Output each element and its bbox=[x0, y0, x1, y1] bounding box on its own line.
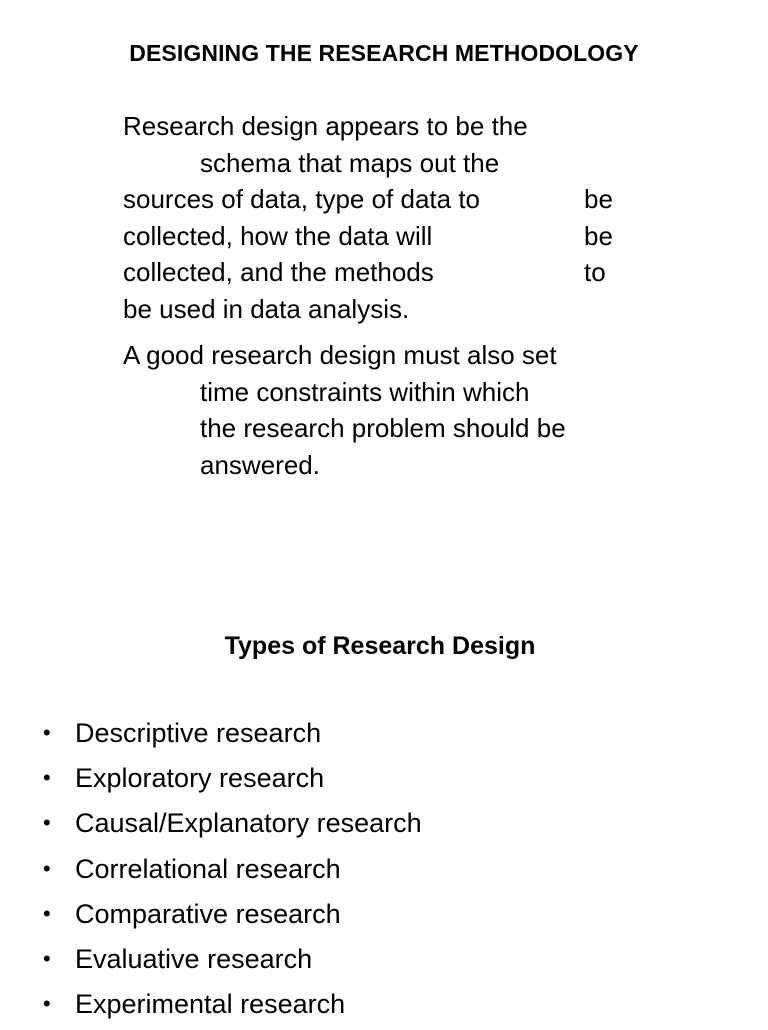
list-item-label: Experimental research bbox=[75, 989, 346, 1020]
paragraph-line-text: collected, how the data will bbox=[123, 220, 433, 251]
list-item bbox=[0, 940, 422, 985]
page-title: DESIGNING THE RESEARCH METHODOLOGY bbox=[129, 40, 639, 66]
list-item-label: Correlational research bbox=[75, 853, 341, 884]
paragraph-line: be used in data analysis. bbox=[123, 293, 410, 324]
bullet-icon: • bbox=[43, 900, 51, 926]
list-item bbox=[0, 895, 422, 940]
bullet-icon: • bbox=[43, 720, 51, 745]
paragraph-line: A good research design must also set bbox=[123, 340, 557, 370]
list-item bbox=[0, 759, 422, 804]
list-item-label: Causal/Explanatory research bbox=[75, 808, 422, 839]
paragraph-line-text: sources of data, type of data to bbox=[123, 184, 481, 215]
list-item bbox=[0, 985, 422, 1030]
paragraph-line-tail: be bbox=[584, 184, 613, 215]
list-item-label: Descriptive research bbox=[75, 718, 322, 748]
list-item-label: Exploratory research bbox=[75, 763, 325, 794]
bullet-icon: • bbox=[43, 855, 51, 881]
paragraph-line-text: collected, and the methods bbox=[123, 257, 434, 288]
paragraph-line: answered. bbox=[200, 449, 320, 480]
bullet-icon: • bbox=[43, 765, 51, 791]
list-item-label: Evaluative research bbox=[75, 943, 313, 974]
bullet-icon: • bbox=[43, 945, 51, 971]
bullet-icon: • bbox=[43, 991, 51, 1017]
paragraph-line bbox=[123, 218, 613, 255]
research-design-definition bbox=[123, 108, 613, 328]
paragraph-line bbox=[123, 181, 613, 218]
good-research-design-paragraph bbox=[123, 337, 566, 483]
list-item bbox=[0, 804, 422, 849]
paragraph-line: Research design appears to be the bbox=[123, 111, 528, 141]
paragraph-line: the research problem should be bbox=[200, 413, 566, 444]
list-item bbox=[0, 850, 422, 895]
list-item-label: Comparative research bbox=[75, 898, 341, 929]
paragraph-line-tail: to bbox=[584, 257, 606, 288]
paragraph-line bbox=[123, 254, 606, 291]
research-types-list bbox=[0, 714, 422, 1030]
paragraph-line: schema that maps out the bbox=[200, 147, 500, 178]
bullet-icon: • bbox=[43, 810, 51, 836]
list-item bbox=[0, 714, 422, 759]
types-subheading: Types of Research Design bbox=[224, 632, 536, 660]
paragraph-line: time constraints within which bbox=[200, 376, 530, 407]
paragraph-line-tail: be bbox=[584, 220, 613, 251]
